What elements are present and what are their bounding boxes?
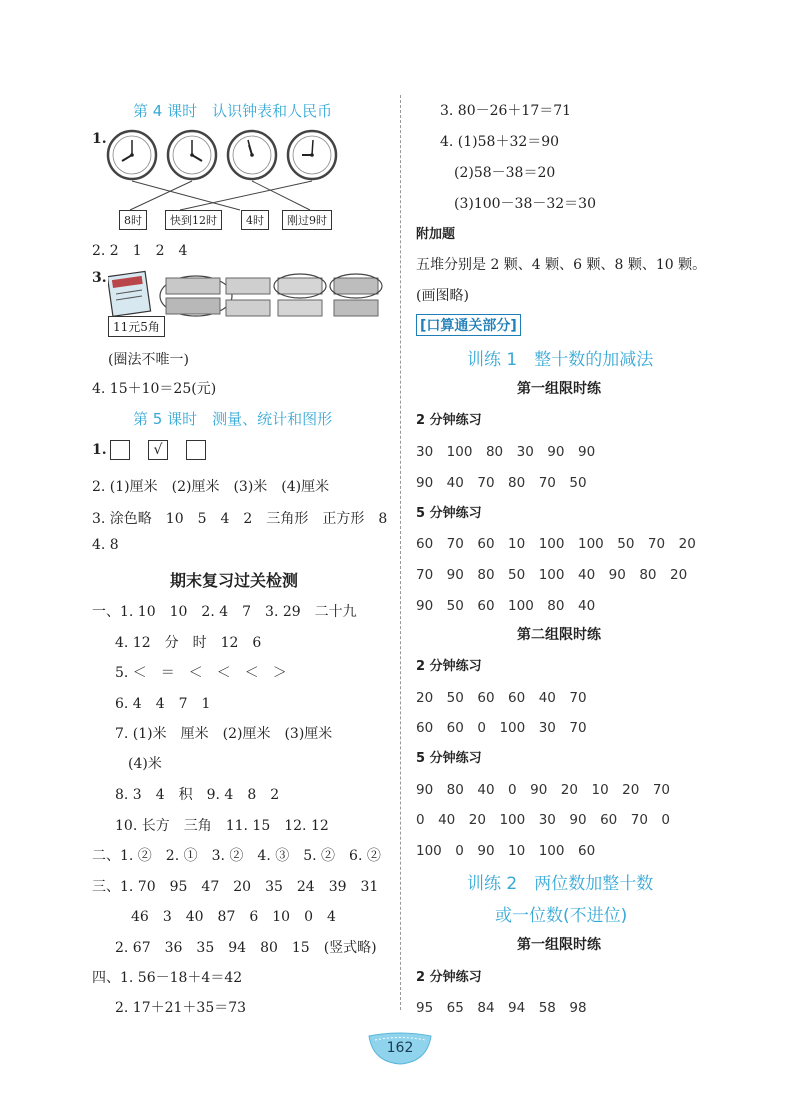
answer-row: 90 50 60 100 80 40 [416, 598, 596, 614]
section1-line: 4. 12 分 时 12 6 [115, 635, 262, 651]
lesson5-title: 第 5 课时 测量、统计和图形 [133, 410, 333, 428]
section1-line: 7. (1)米 厘米 (2)厘米 (3)厘米 [115, 726, 333, 742]
page-number: 162 [386, 1040, 414, 1056]
clock-label: 刚过9时 [282, 210, 332, 230]
lesson4-title: 第 4 课时 认识钟表和人民币 [133, 102, 333, 120]
answer-row: 95 65 84 94 58 98 [416, 1000, 587, 1016]
answer-row: 100 0 90 10 100 60 [416, 843, 596, 859]
q2-answer: 2. 2 1 2 4 [92, 243, 188, 259]
price-label: 11元5角 [108, 316, 165, 337]
extra-note: (画图略) [416, 288, 469, 304]
group2-title: 第二组限时练 [517, 627, 601, 643]
r-q4-answer: (2)58－38＝20 [454, 165, 556, 181]
section1-line: 6. 4 4 7 1 [115, 696, 211, 712]
q4-answer: 4. 15＋10＝25(元) [92, 381, 217, 397]
clock-icon [288, 131, 336, 179]
clock-icon [228, 131, 276, 179]
book-icon [108, 271, 151, 316]
r-q4-answer: 4. (1)58＋32＝90 [440, 134, 560, 150]
q3-label: 3. [92, 270, 107, 286]
extra-text: 五堆分别是 2 颗、4 颗、6 颗、8 颗、10 颗。 [416, 257, 707, 273]
clock-label: 4时 [241, 210, 269, 230]
section1-line: 10. 长方 三角 11. 15 12. 12 [115, 818, 329, 834]
t2-group1-title: 第一组限时练 [517, 937, 601, 953]
five-min-label: 5 分钟练习 [416, 751, 482, 766]
answer-box [186, 440, 206, 460]
answer-row: 20 50 60 60 40 70 [416, 690, 587, 706]
training1-title: 训练 1 整十数的加减法 [467, 350, 654, 370]
training2-subtitle: 或一位数(不进位) [495, 906, 628, 926]
answer-box-checked: √ [148, 440, 168, 460]
section3-line: 三、1. 70 95 47 20 35 24 39 31 [92, 879, 379, 895]
column-divider [400, 95, 401, 1010]
answer-row: 0 40 20 100 30 90 60 70 0 [416, 812, 671, 828]
oral-section-tag: [口算通关部分] [416, 314, 521, 336]
clock-label: 快到12时 [165, 210, 222, 230]
section4-line: 2. 17＋21＋35＝73 [115, 1000, 247, 1016]
r-q3-answer: 3. 80－26＋17＝71 [440, 103, 572, 119]
r-q4-answer: (3)100－38－32＝30 [454, 196, 596, 212]
training2-title: 训练 2 两位数加整十数 [467, 874, 654, 894]
answer-row: 90 40 70 80 70 50 [416, 475, 587, 491]
page-number-badge [367, 1032, 433, 1066]
two-min-label: 2 分钟练习 [416, 659, 482, 674]
section1-line: 5. ＜ ＝ ＜ ＜ ＜ ＞ [115, 665, 287, 681]
section1-line: 一、1. 10 10 2. 4 7 3. 29 二十九 [92, 604, 357, 620]
answer-row: 60 60 0 100 30 70 [416, 720, 587, 736]
five-min-label: 5 分钟练习 [416, 506, 482, 521]
answer-row: 30 100 80 30 90 90 [416, 444, 596, 460]
answer-row: 90 80 40 0 90 20 10 20 70 [416, 782, 671, 798]
clock-icon [168, 131, 216, 179]
l5-q3-answer: 3. 涂色略 10 5 4 2 三角形 正方形 8 [92, 511, 388, 527]
answer-row: 60 70 60 10 100 100 50 70 20 [416, 536, 696, 552]
section3-line: 46 3 40 87 6 10 0 4 [131, 909, 336, 925]
section2-line: 二、1. ② 2. ① 3. ② 4. ③ 5. ② 6. ② [92, 848, 381, 864]
section1-line: (4)米 [128, 756, 162, 772]
final-review-title: 期末复习过关检测 [170, 571, 299, 590]
group1-title: 第一组限时练 [517, 381, 601, 397]
q1-label: 1. [92, 131, 107, 147]
answer-row: 70 90 80 50 100 40 90 80 20 [416, 567, 688, 583]
l5-q2-answer: 2. (1)厘米 (2)厘米 (3)米 (4)厘米 [92, 479, 330, 495]
clock-icon [108, 131, 156, 179]
two-min-label: 2 分钟练习 [416, 970, 482, 985]
clock-label: 8时 [119, 210, 147, 230]
answer-box [110, 440, 130, 460]
q3-note: (圈法不唯一) [108, 352, 189, 368]
section3-line: 2. 67 36 35 94 80 15 (竖式略) [115, 940, 377, 956]
l5-q4-answer: 4. 8 [92, 537, 119, 553]
section4-line: 四、1. 56－18＋4＝42 [92, 970, 243, 986]
two-min-label: 2 分钟练习 [416, 413, 482, 428]
extra-title: 附加题 [416, 227, 456, 242]
section1-line: 8. 3 4 积 9. 4 8 2 [115, 787, 280, 803]
l5-q1-label: 1. [92, 442, 107, 458]
